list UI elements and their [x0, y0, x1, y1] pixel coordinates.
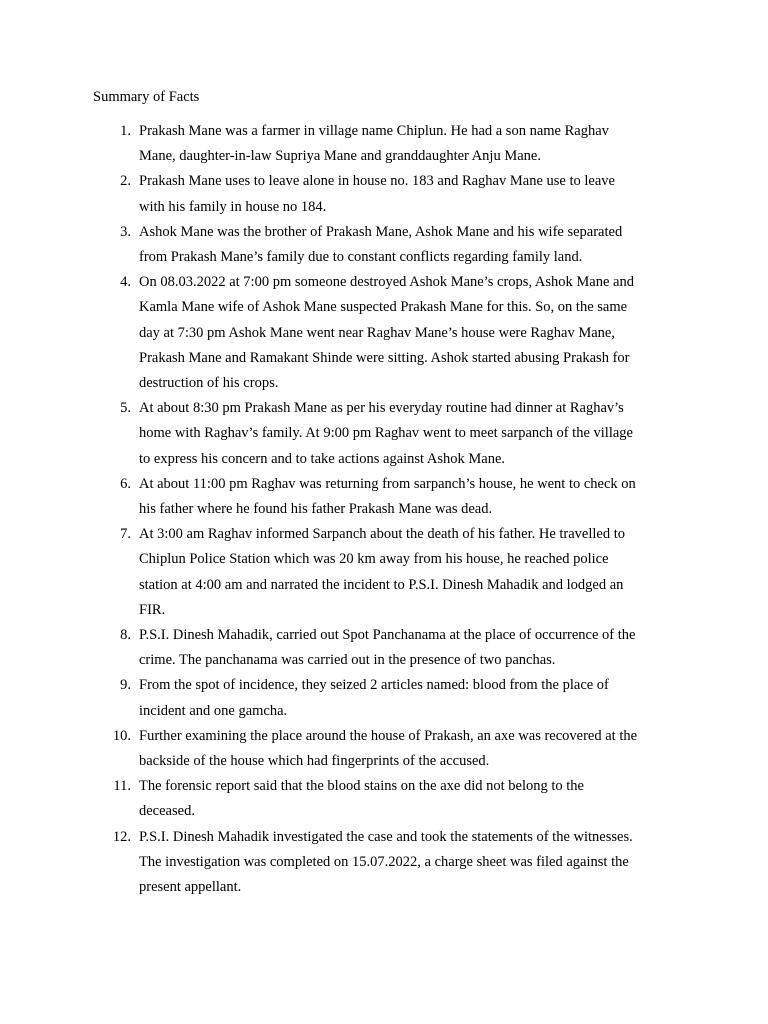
fact-text: [139, 169, 678, 219]
fact-number: 11.: [113, 778, 131, 795]
fact-text: [139, 220, 678, 270]
fact-text: [139, 623, 678, 673]
fact-text-line: Prakash Mane was a farmer in village name Chiplun. He had a son name Raghav: [139, 123, 609, 139]
fact-number: 2.: [120, 173, 131, 190]
fact-item: [0, 220, 768, 270]
fact-text-line: Kamla Mane wife of Ashok Mane suspected Prakash Mane for this. So, on the same: [139, 299, 628, 316]
fact-number: 9.: [120, 677, 131, 694]
fact-text-line: day at 7:30 pm Ashok Mane went near Raghav Mane’s house were Raghav Mane,: [139, 324, 615, 341]
fact-text-line: incident and one gamcha.: [139, 702, 288, 719]
fact-text-line: with his family in house no 184.: [139, 198, 327, 215]
fact-item: [0, 724, 768, 774]
fact-item: [0, 119, 768, 169]
document-title: Summary of Facts: [93, 89, 200, 105]
fact-text-line: Chiplun Police Station which was 20 km away from his house, he reached police: [139, 551, 609, 568]
fact-text-line: station at 4:00 am and narrated the incident to P.S.I. Dinesh Mahadik and lodged an: [139, 576, 624, 593]
fact-item: [0, 673, 768, 723]
fact-text-line: from Prakash Mane’s family due to constant conflicts regarding family land.: [139, 249, 583, 266]
fact-text-line: The forensic report said that the blood stains on the axe did not belong to the: [139, 778, 584, 795]
fact-number: 3.: [120, 223, 131, 240]
fact-number: 7.: [120, 526, 131, 543]
fact-item: [0, 472, 768, 522]
fact-item: [0, 169, 768, 219]
fact-number: 6.: [120, 475, 131, 492]
fact-text-line: From the spot of incidence, they seized 2 articles named: blood from the place of: [139, 677, 609, 694]
fact-item: [0, 623, 768, 673]
fact-text-line: backside of the house which had fingerprints of the accused.: [139, 753, 490, 770]
facts-list: [0, 119, 768, 900]
fact-number: 12.: [112, 828, 131, 845]
fact-text: [139, 472, 678, 522]
fact-text: [139, 522, 678, 623]
fact-text-line: Prakash Mane uses to leave alone in house no. 183 and Raghav Mane use to leave: [139, 173, 615, 190]
fact-text-line: to express his concern and to take actions against Ashok Mane.: [139, 450, 506, 467]
fact-number: 1.: [120, 123, 131, 139]
fact-text-line: On 08.03.2022 at 7:00 pm someone destroyed Ashok Mane’s crops, Ashok Mane and: [139, 274, 634, 291]
fact-text-line: Ashok Mane was the brother of Prakash Mane, Ashok Mane and his wife separated: [139, 223, 623, 240]
fact-text-line: FIR.: [139, 601, 166, 618]
fact-text-line: The investigation was completed on 15.07.2022, a charge sheet was filed against the: [139, 853, 629, 870]
fact-text: [139, 396, 678, 472]
fact-text-line: home with Raghav’s family. At 9:00 pm Raghav went to meet sarpanch of the village: [139, 425, 633, 442]
fact-item: [0, 270, 768, 396]
fact-text: [139, 825, 678, 901]
fact-text-line: P.S.I. Dinesh Mahadik, carried out Spot Panchanama at the place of occurrence of the: [139, 627, 636, 644]
fact-item: [0, 522, 768, 623]
fact-text-line: Mane, daughter-in-law Supriya Mane and granddaughter Anju Mane.: [139, 148, 541, 165]
fact-item: [0, 825, 768, 901]
fact-text-line: his father where he found his father Prakash Mane was dead.: [139, 501, 493, 518]
fact-item: [0, 396, 768, 472]
fact-text-line: P.S.I. Dinesh Mahadik investigated the case and took the statements of the witnesses.: [139, 828, 633, 845]
fact-text: [139, 673, 678, 723]
fact-text-line: present appellant.: [139, 879, 242, 896]
fact-number: 4.: [120, 274, 131, 291]
fact-text: [139, 724, 678, 774]
fact-text: [139, 119, 678, 169]
fact-text-line: At 3:00 am Raghav informed Sarpanch about the death of his father. He travelled to: [139, 526, 626, 543]
fact-text: [139, 774, 678, 824]
fact-text-line: At about 8:30 pm Prakash Mane as per his everyday routine had dinner at Raghav’s: [139, 400, 624, 417]
fact-text-line: Prakash Mane and Ramakant Shinde were sitting. Ashok started abusing Prakash for: [139, 349, 630, 366]
fact-number: 10.: [112, 727, 131, 744]
fact-text-line: destruction of his crops.: [139, 375, 279, 392]
fact-text-line: crime. The panchanama was carried out in the presence of two panchas.: [139, 652, 556, 669]
fact-number: 8.: [120, 627, 131, 644]
fact-text-line: At about 11:00 pm Raghav was returning from sarpanch’s house, he went to check on: [139, 475, 636, 492]
fact-text-line: deceased.: [139, 803, 195, 820]
fact-item: [0, 774, 768, 824]
fact-text-line: Further examining the place around the house of Prakash, an axe was recovered at the: [139, 727, 638, 744]
fact-number: 5.: [120, 400, 131, 417]
fact-text: [139, 270, 678, 396]
